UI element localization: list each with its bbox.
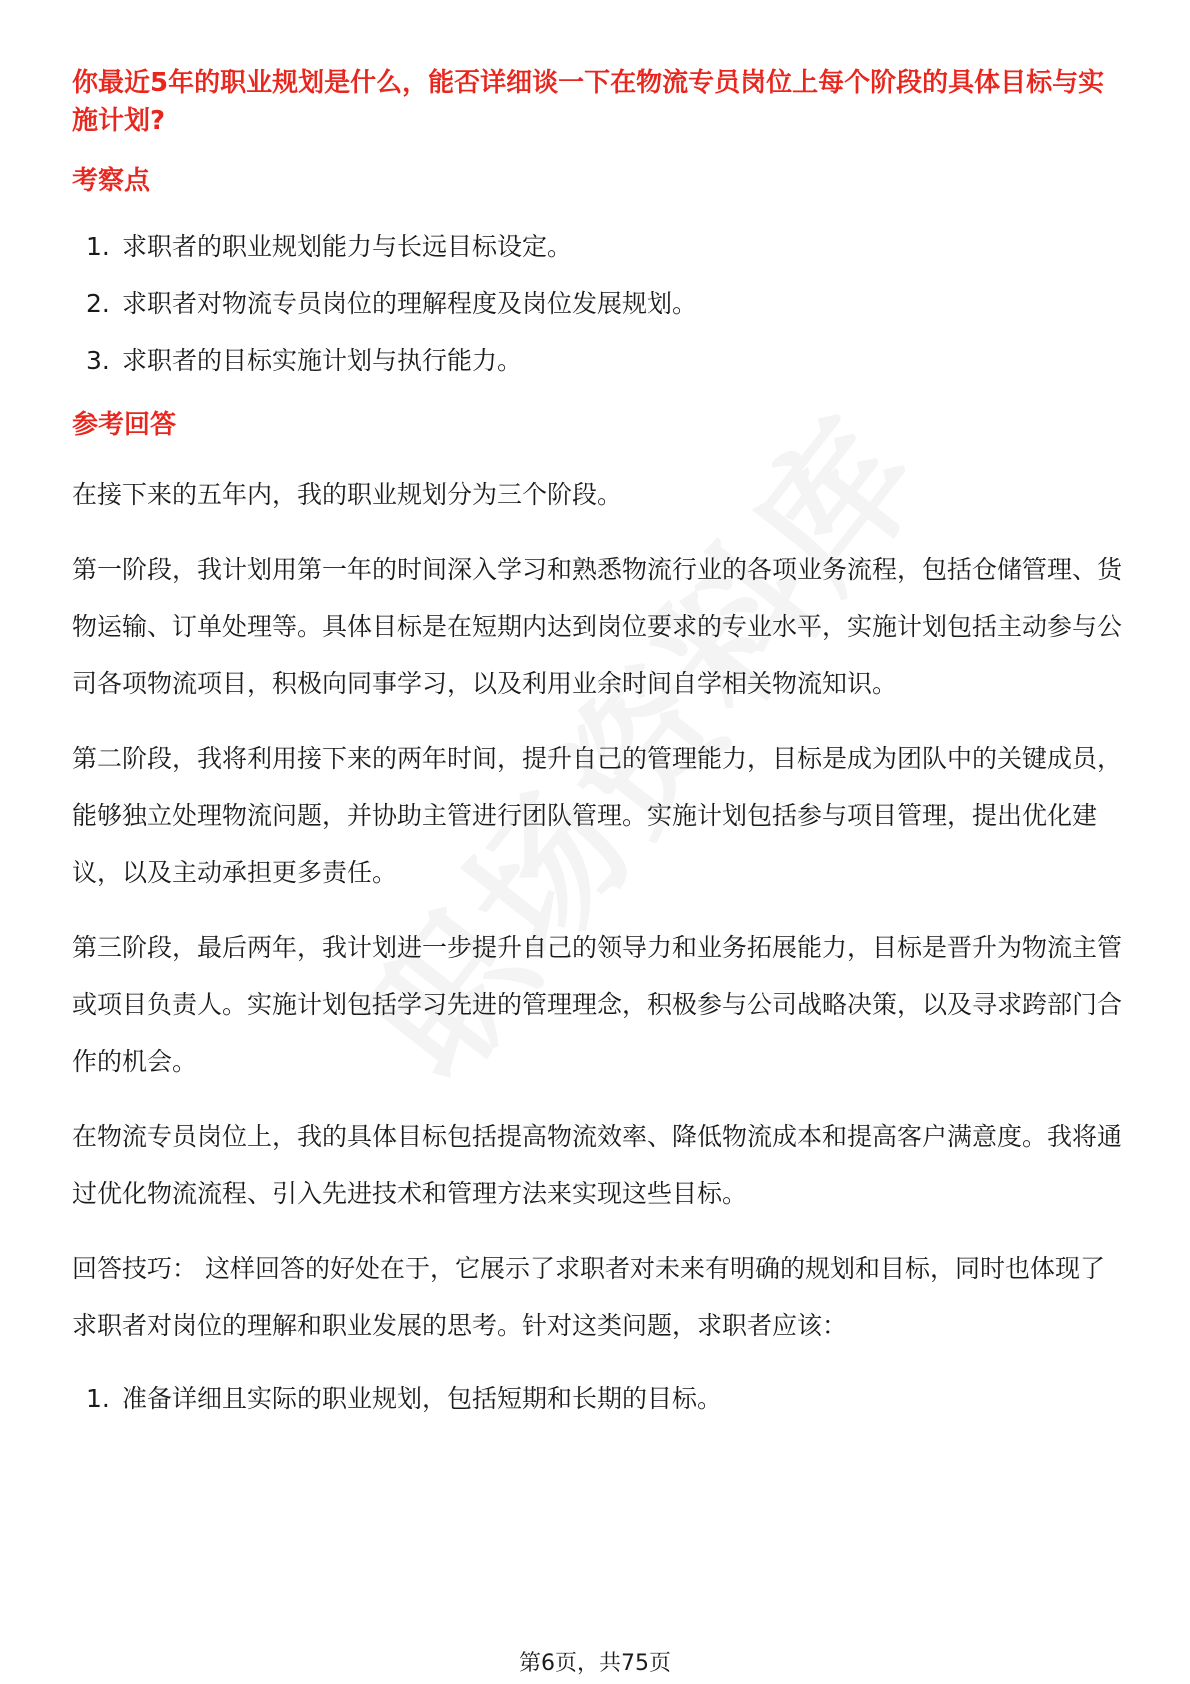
- answer-paragraph: 在接下来的五年内，我的职业规划分为三个阶段。: [72, 480, 623, 509]
- tips-list: [72, 1382, 1122, 1416]
- question-title: 你最近5年的职业规划是什么，能否详细谈一下在物流专员岗位上每个阶段的具体目标与实施计划?: [72, 68, 1105, 136]
- section-heading-reference-answer: 参考回答: [72, 410, 177, 440]
- answer-paragraph: 第一阶段，我计划用第一年的时间深入学习和熟悉物流行业的各项业务流程，包括仓储管理、货物运输、订单处理等。具体目标是在短期内达到岗位要求的专业水平，实施计划包括主动参与公司各项物流项目，积极向同事学习，以及利用业余时间自学相关物流知识。: [72, 555, 1123, 698]
- document-content: [72, 64, 1122, 1439]
- section-heading-key-points: 考察点: [72, 166, 151, 196]
- list-item: 2. 求职者对物流专员岗位的理解程度及岗位发展规划。: [86, 289, 698, 318]
- page-footer: 第6页，共75页: [519, 1651, 671, 1676]
- list-item: 1. 求职者的职业规划能力与长远目标设定。: [86, 232, 573, 261]
- answer-paragraph: 第二阶段，我将利用接下来的两年时间，提升自己的管理能力，目标是成为团队中的关键成员，能够独立处理物流问题，并协助主管进行团队管理。实施计划包括参与项目管理，提出优化建议，以及主动承担更多责任。: [72, 744, 1123, 887]
- answer-tips-paragraph: 回答技巧： 这样回答的好处在于，它展示了求职者对未来有明确的规划和目标，同时也体现了求职者对岗位的理解和职业发展的思考。针对这类问题，求职者应该：: [72, 1254, 1105, 1340]
- key-points-list: [72, 230, 1122, 378]
- answer-paragraph: 第三阶段，最后两年，我计划进一步提升自己的领导力和业务拓展能力，目标是晋升为物流主管或项目负责人。实施计划包括学习先进的管理理念，积极参与公司战略决策，以及寻求跨部门合作的机会。: [72, 933, 1123, 1076]
- list-item: 1. 准备详细且实际的职业规划，包括短期和长期的目标。: [86, 1384, 723, 1413]
- list-item: 3. 求职者的目标实施计划与执行能力。: [86, 346, 523, 375]
- answer-paragraph: 在物流专员岗位上，我的具体目标包括提高物流效率、降低物流成本和提高客户满意度。我将通过优化物流流程、引入先进技术和管理方法来实现这些目标。: [72, 1122, 1123, 1208]
